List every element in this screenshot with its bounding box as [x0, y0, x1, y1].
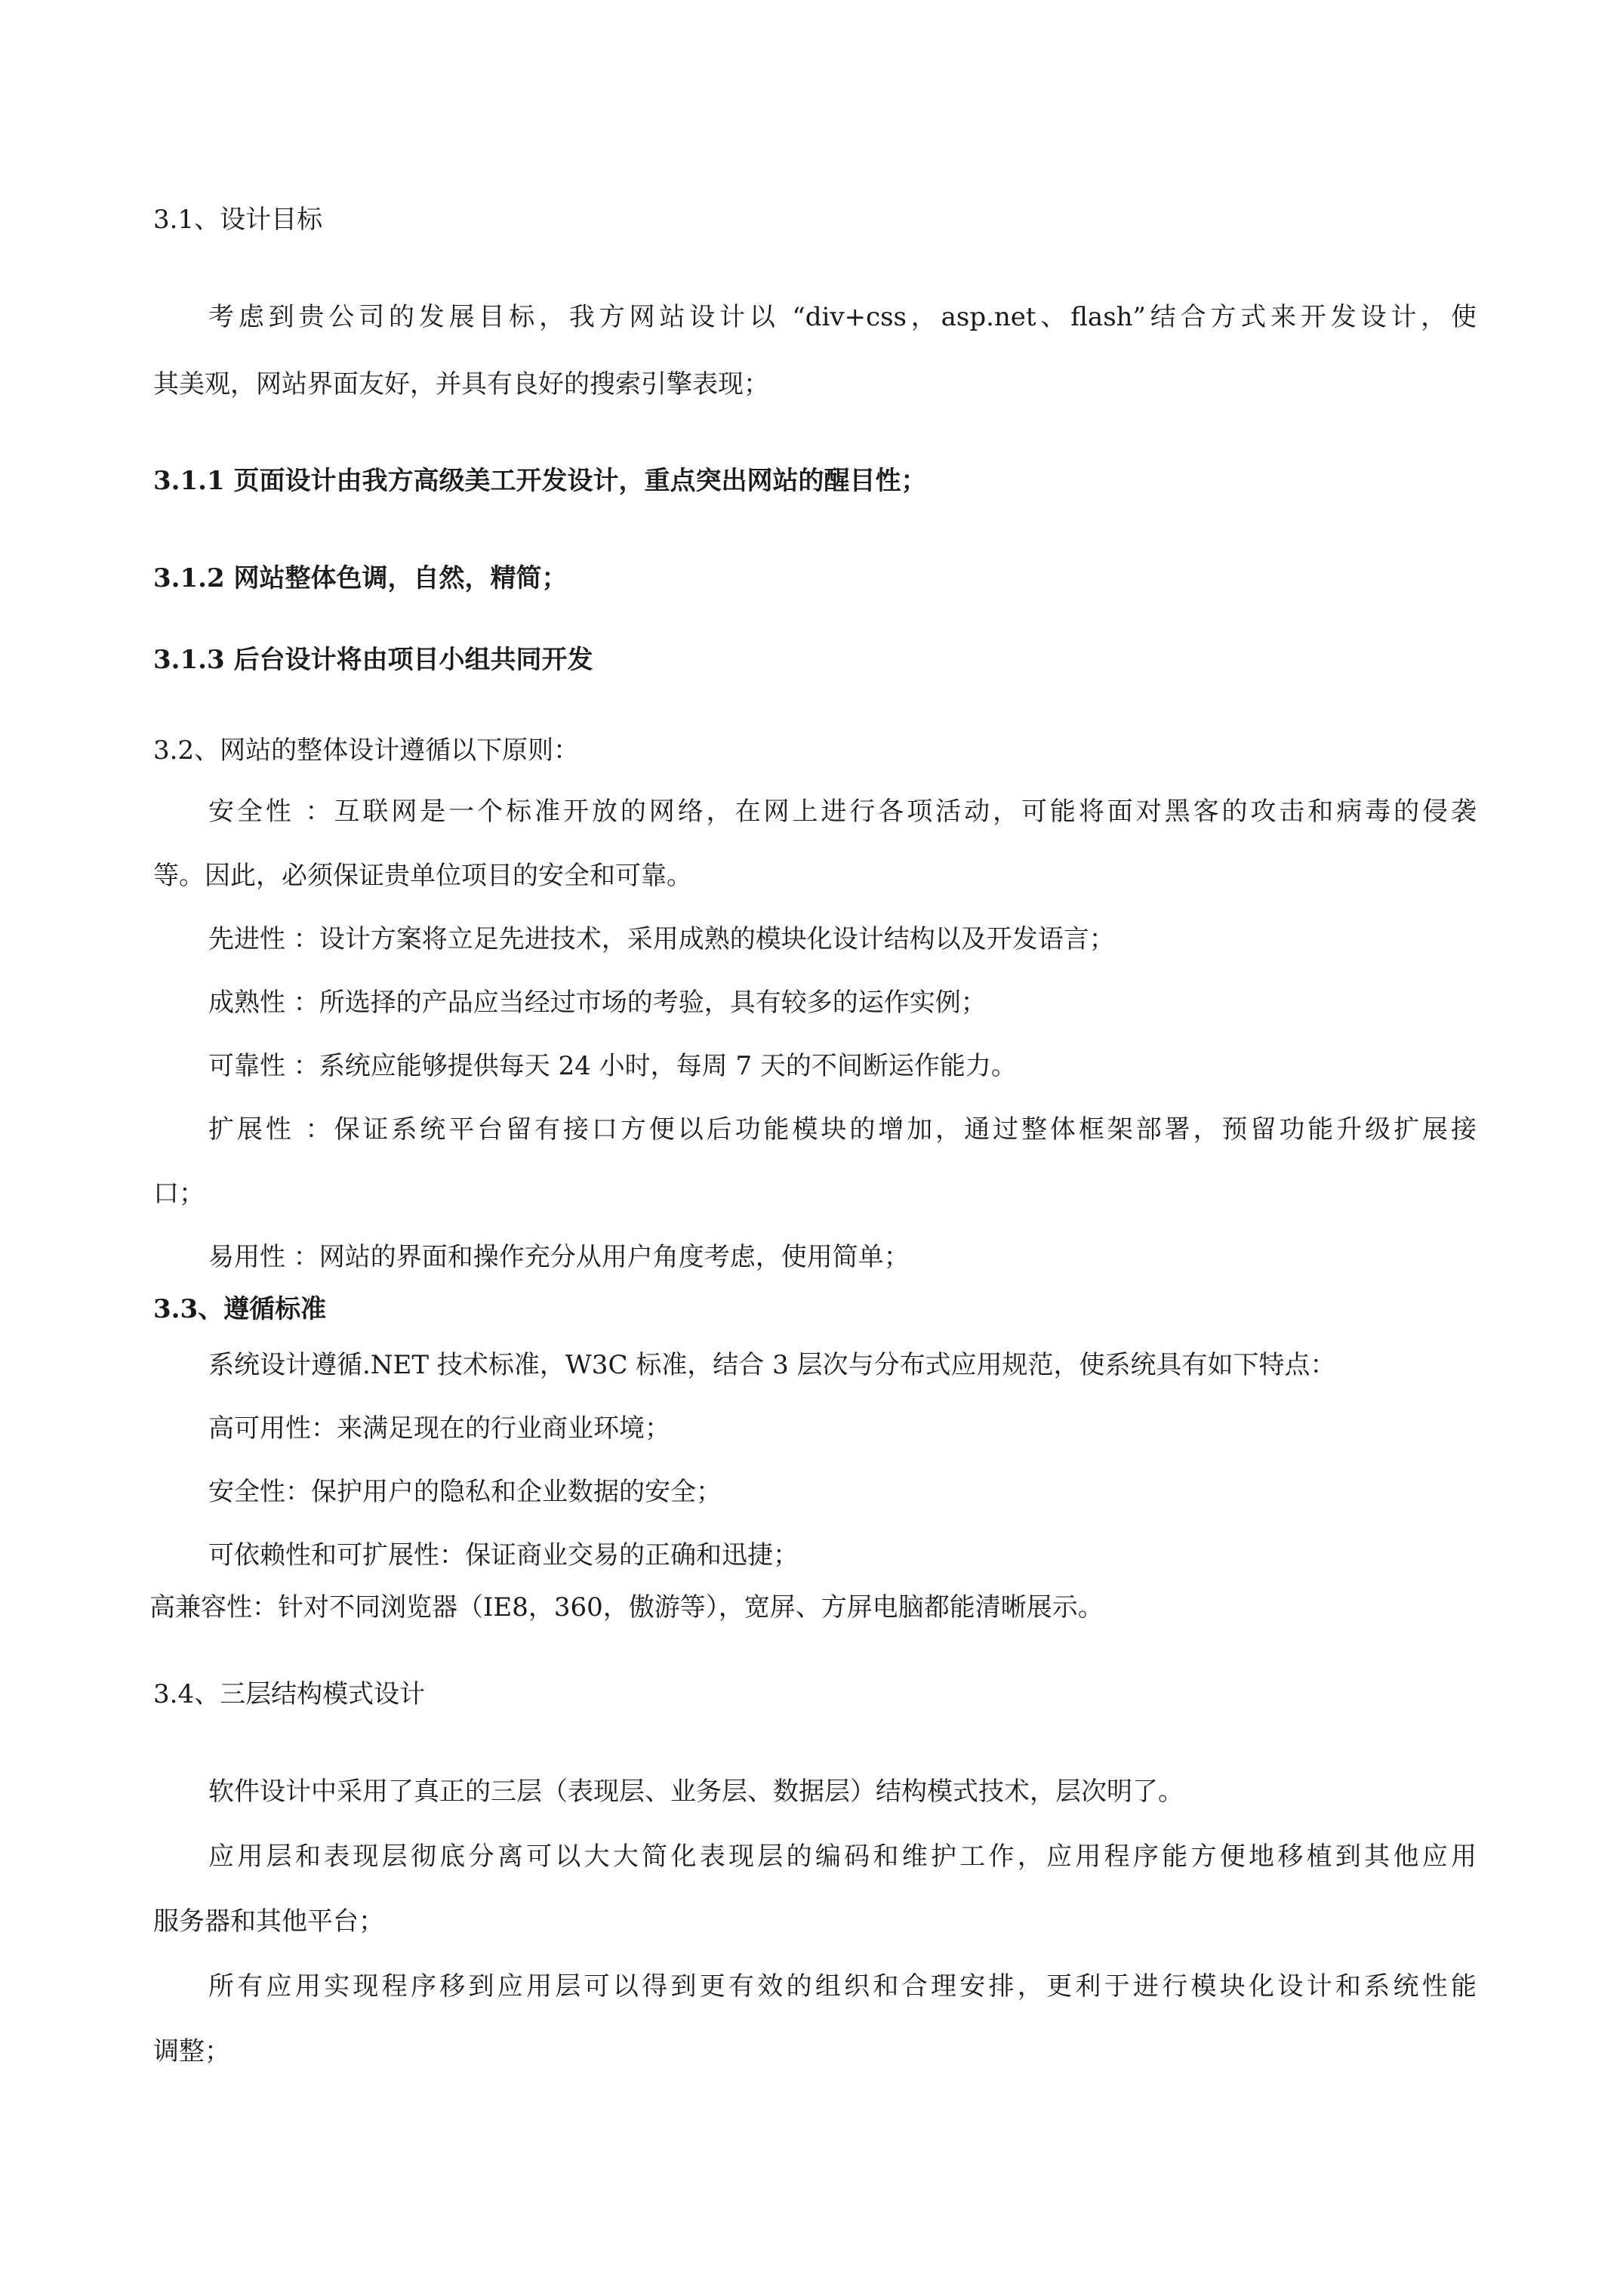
principle-security-line-2: 等。因此，必须保证贵单位项目的安全和可靠。 [153, 861, 692, 891]
three-tier-paragraph-3-line-2: 调整； [153, 2036, 230, 2066]
subsection-3-1-3: 3.1.3 后台设计将由项目小组共同开发 [153, 645, 593, 675]
section-3-1-heading: 3.1、设计目标 [153, 205, 323, 235]
section-3-2-heading: 3.2、网站的整体设计遵循以下原则： [153, 735, 580, 766]
section-3-1-paragraph-line-1: 考虑到贵公司的发展目标，我方网站设计以 “div+css，asp.net、flash”结合方式来开发设计，使 [208, 302, 1477, 332]
principle-reliable: 可靠性 ：系统应能够提供每天 24 小时，每周 7 天的不间断运作能力。 [208, 1051, 1017, 1081]
section-3-3-heading: 3.3、遵循标准 [153, 1294, 327, 1324]
subsection-3-1-1: 3.1.1 页面设计由我方高级美工开发设计，重点突出网站的醒目性； [153, 466, 927, 496]
three-tier-paragraph-2-line-2: 服务器和其他平台； [153, 1906, 384, 1937]
principle-mature: 成熟性 ：所选择的产品应当经过市场的考验，具有较多的运作实例； [208, 988, 987, 1018]
standards-intro: 系统设计遵循.NET 技术标准，W3C 标准，结合 3 层次与分布式应用规范，使系统具有如下特点： [208, 1350, 1336, 1380]
subsection-3-1-2: 3.1.2 网站整体色调，自然，精简； [153, 563, 568, 593]
principle-extensible-line-1: 扩展性 ：保证系统平台留有接口方便以后功能模块的增加，通过整体框架部署，预留功能升级扩展接 [208, 1114, 1477, 1145]
principle-advanced: 先进性 ：设计方案将立足先进技术，采用成熟的模块化设计结构以及开发语言； [208, 924, 1115, 954]
section-3-4-heading: 3.4、三层结构模式设计 [153, 1679, 426, 1709]
feature-dependability: 可依赖性和可扩展性：保证商业交易的正确和迅捷； [208, 1540, 799, 1570]
principle-usability: 易用性 ：网站的界面和操作充分从用户角度考虑，使用简单； [208, 1242, 910, 1272]
feature-high-availability: 高可用性：来满足现在的行业商业环境； [208, 1413, 670, 1444]
principle-security-line-1: 安全性 ：互联网是一个标准开放的网络，在网上进行各项活动，可能将面对黑客的攻击和病毒的侵袭 [208, 797, 1477, 827]
section-3-1-paragraph-line-2: 其美观，网站界面友好，并具有良好的搜索引擎表现； [153, 369, 769, 399]
feature-compatibility: 高兼容性：针对不同浏览器（IE8，360，傲游等），宽屏、方屏电脑都能清晰展示。 [149, 1592, 1104, 1623]
principle-extensible-line-2: 口； [153, 1179, 205, 1209]
three-tier-paragraph-2-line-1: 应用层和表现层彻底分离可以大大简化表现层的编码和维护工作，应用程序能方便地移植到其他应用 [208, 1841, 1477, 1872]
three-tier-paragraph-3-line-1: 所有应用实现程序移到应用层可以得到更有效的组织和合理安排，更利于进行模块化设计和系统性能 [208, 1971, 1477, 2002]
feature-security: 安全性：保护用户的隐私和企业数据的安全； [208, 1477, 722, 1507]
three-tier-paragraph-1: 软件设计中采用了真正的三层（表现层、业务层、数据层）结构模式技术，层次明了。 [208, 1777, 1184, 1807]
